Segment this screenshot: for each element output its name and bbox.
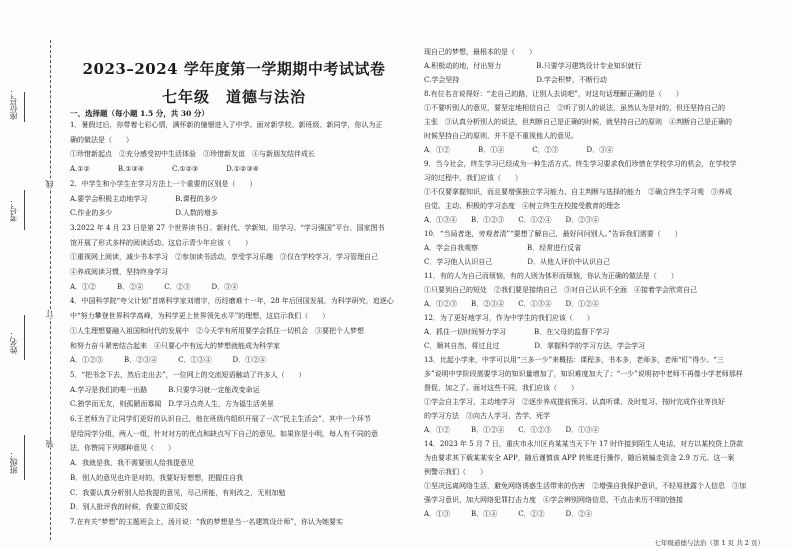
question-line: D．别人批评我的时候，我要立即反驳 bbox=[70, 503, 188, 512]
name-label: 姓名： bbox=[9, 330, 18, 354]
binding-dashed-line bbox=[50, 40, 51, 540]
question-line: A.积极动的地，付出努力 B.只要学习建筑设计专业知识就行 bbox=[424, 62, 642, 70]
question-line: A．抓住一切时间努力学习 B．在父母的监督下学习 bbox=[424, 328, 610, 336]
question-line: C.独学而无友，则孤陋而寡闻 D.学习点亮人生，方为福生活美景 bbox=[70, 400, 274, 409]
question-line: 11．有的人为自己而烦恼，有的人则为体形而烦恼，你认为正确的做法是（ ） bbox=[424, 272, 678, 280]
question-line: 的学习方法 ③向古人学习，苦学、死学 bbox=[424, 412, 550, 420]
question-line: 10．“当局者迷，旁观者清”“要想了解自己，最好问问别人。”告诉我们需要（ ） bbox=[424, 230, 682, 238]
bind-mark: 订 bbox=[45, 310, 54, 318]
question-line: 6.王老师为了让同学们更好的认识自己，他在班级内组织开展了一次“民主生活会”，其中一个环节 bbox=[70, 415, 371, 423]
question-line: C.作业的多少 D.人数的增多 bbox=[70, 209, 218, 218]
name-blank[interactable] bbox=[24, 315, 25, 360]
question-line: 2．中学生和小学生在学习方法上一个重要的区别是（ ） bbox=[70, 179, 257, 188]
question-line: 14．2023 年 5 月 7 日，重庆市永川区肖某某当天下午 17 时许接到陌生人电话，对方以某校贷上贷款 bbox=[424, 440, 744, 448]
question-line: 为由要求其下载某某安全 APP，随后谨慎该 APP 转账进行操作，随后被骗走资金 2.9 万元。这一案 bbox=[424, 454, 735, 462]
staple-mark: 装 bbox=[45, 440, 54, 448]
question-line: 4．中国科学院“夸父计划”首席科学家刘增宇，历经磨难十一年，28 年后回国发展，为科学研究，追逐心 bbox=[70, 297, 394, 306]
question-line: A.①② B.①③④ C.①②③ D.①②③④ bbox=[70, 165, 259, 174]
page-footer: 七年级道德与法治（第 1 页 共 2 页） bbox=[654, 539, 764, 547]
question-line: 7.在有关“梦想”的主题班会上，汤月说：“我的梦想是当一名建筑设计师”，你认为她要实 bbox=[70, 517, 343, 526]
question-line: 8.有位名言说得好：“走自己的路，让别人去说吧”，对这句话理解正确的是（ ） bbox=[424, 90, 683, 98]
question-line: 多”说明中学阶段需要学习的知识量增加了，知识难度加大了；“一少”说明初中老师不再像小学老师那样 bbox=[424, 370, 743, 378]
question-line: 9．当今社会，终生学习已经成为一种生活方式。终生学习要求我们珍惜在学校学习的机会，在学校学 bbox=[424, 160, 737, 168]
question-line: ①坚决远离网络生活，避免网络诱惑生活带来的伤害 ②增强自我保护意识，不轻易泄露个人信息 ③加 bbox=[424, 482, 746, 490]
section-choice-heading: 一、选择题（每小题 1.5 分，共 30 分） bbox=[70, 109, 209, 118]
question-line: A．①② B．①②④ C．①②③ D．①③④ bbox=[424, 426, 600, 434]
line-mark: 线 bbox=[45, 180, 54, 188]
question-line: A．①③④ B．①②③ C．①②④ D．②③④ bbox=[424, 216, 600, 224]
exam-no-label: 考号： bbox=[9, 198, 18, 222]
question-line: A.学习是我们的唯一出路 B.只要学习就一定能改变命运 bbox=[70, 385, 260, 394]
question-line: B．别人的意见也许是对的，我要好好想想，把握住自我 bbox=[70, 473, 244, 482]
question-line: ①重视网上阅读，减少书本学习 ②参加读书活动，享受学习乐趣 ③仅在学校学习，学习管理自己 bbox=[70, 253, 378, 262]
question-line: 主张 ③认真分析别人的说法，但判断自己是正确的时候，就坚持自己的原则 ④判断自己是正确的 bbox=[424, 118, 732, 126]
question-line: 和努力奋斗紧密结合起来 ④只要心中有远大的梦想就能成为科学家 bbox=[70, 341, 280, 350]
question-line: 中“努力攀登世界科学高峰，为科学更上世界领先水平”的理想，这启示我们（ ） bbox=[70, 312, 330, 321]
question-line: A．①②③ B．②③④ C．①③④ D．①②④ bbox=[70, 356, 267, 365]
question-line: A．学会自我观察 B．经常进行反省 bbox=[424, 244, 582, 252]
question-line: 13．比起小学来，中学可以用“三多一少”来概括：课程多，书本多，老师多，老师“盯”得少。“三 bbox=[424, 356, 724, 364]
question-line: ①只要到自己的短处 ②我们要是接纳自己 ③对自己认识不全面 ④接着学会欣赏自己 bbox=[424, 286, 697, 294]
question-line: 确的做法是（ ） bbox=[70, 135, 133, 144]
question-line: C．顺其自然，将过且过 D．掌握科学的学习方法，学会学习 bbox=[424, 342, 645, 350]
question-line: ①人生理想要融入祖国和时代的发展中 ②今天学有所用要学会抓住一切机会 ③要把个人梦想 bbox=[70, 326, 364, 335]
question-line: A．①②③ B．②③④ C．①③④ D．①②④ bbox=[424, 300, 600, 308]
question-line: 督促，加之了。面对这些不同，我们应该（ ） bbox=[424, 384, 578, 392]
question-line: 12．为了更好地学习，作为中学生的我们应该（ ） bbox=[424, 314, 594, 322]
question-line: 法，你赞同下列哪种意见（ ） bbox=[70, 444, 175, 453]
exam-subject: 七年级 道德与法治 bbox=[161, 88, 306, 106]
question-line: 时候坚持自己的原则，并不是不重视他人的意见。 bbox=[424, 132, 578, 140]
exam-no-blank[interactable] bbox=[24, 190, 25, 230]
question-line: ①不仅要掌握知识，而且要增强独立学习能力、自主判断与选择的能力 ②确立终生学习观 ③养成 bbox=[424, 188, 732, 196]
question-line: ①珍惜新起点 ②充分感受初中生活体验 ③珍惜新友谊 ④与新朋友结伴成长 bbox=[70, 150, 315, 159]
question-line: 3.2022 年 4 月 23 日是第 27 个世界读书日。新时代、学新知、用学习。“学习强国”平台、国家图书 bbox=[70, 223, 385, 232]
question-line: ①不要听别人的意见，要坚定地相信自己 ②听了别人的说法，虽然认为是对的，但还坚持自己的 bbox=[424, 104, 725, 112]
class-blank[interactable] bbox=[24, 435, 25, 480]
question-line: ④养成阅读习惯，坚持终身学习 bbox=[70, 268, 168, 276]
binding-margin bbox=[0, 40, 64, 540]
question-line: 例警示我们（ ） bbox=[424, 468, 487, 476]
question-line: ①学会自主学习，主动地学习 ②逐步养成提前预习、认真听课、及时复习、按时完成作业等良好 bbox=[424, 398, 725, 406]
question-line: A．①③ B．①④ C．②③ D．②④ bbox=[424, 510, 593, 518]
question-line: 1．暑假过后，你带着七彩心情，满怀新的憧憬进入了中学。面对新学校、新班级、新同学，你认为正 bbox=[70, 121, 383, 129]
question-line: 习的过程中，我们应该（ ） bbox=[424, 174, 522, 182]
question-line: 馆开展了形式多样的阅读活动。这启示青少年应该（ ） bbox=[70, 238, 252, 247]
question-line: A．我就是我，我不需要别人给我提意见 bbox=[70, 459, 195, 468]
question-line: 5．“把书念下去，然后走出去”，一位网上的交流短语触动了许多人（ ） bbox=[70, 370, 306, 379]
question-line: 是给同学分组，两人一组，针对对方的优点和缺点写下自己的意见。如果你是小明，每人有不同的意 bbox=[70, 429, 378, 438]
question-line: C．学习他人认识自己 D．从他人评价中认识自己 bbox=[424, 258, 610, 266]
seat-label: 座位号： bbox=[9, 88, 18, 120]
question-line: 强学习意识，加大网络犯罪打击力度 ④学会辨别网络信息，不点击来历不明的链接 bbox=[424, 496, 683, 504]
question-line: A．①② B．②④ C．②③ D．③④ bbox=[70, 282, 239, 291]
question-line: 现自己的梦想，最根本的是（ ） bbox=[424, 48, 536, 56]
question-line: A.要学会积极主动地学习 B.课程的多少 bbox=[70, 194, 218, 203]
question-line: C.学会坚持 D.学会积梦，不断行动 bbox=[424, 76, 607, 84]
exam-title: 2023–2024 学年度第一学期期中考试试卷 bbox=[82, 60, 386, 78]
question-line: A．①② B．①④ C．②③ D．③④ bbox=[424, 146, 614, 154]
question-line: 自觉、主动、积极的学习态度 ④树立终生在校接受教育的理念 bbox=[424, 202, 620, 210]
seat-blank[interactable] bbox=[24, 92, 25, 122]
question-line: C．我要认真分析别人给我提的意见，尽己所能，有则改之，无则加勉 bbox=[70, 488, 286, 497]
class-label: 班级： bbox=[9, 450, 18, 474]
